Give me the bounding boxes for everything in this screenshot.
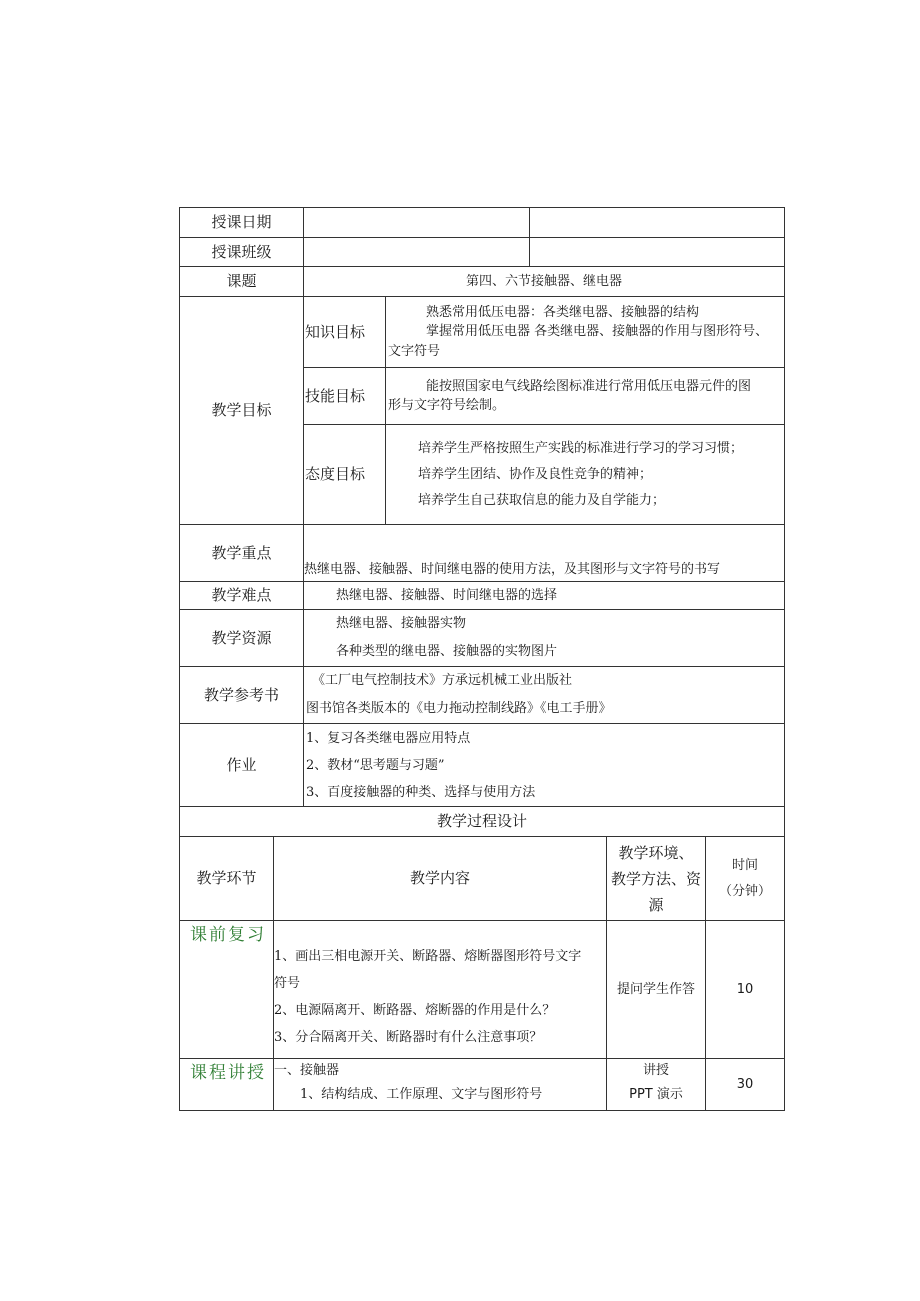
knowledge-content — [386, 297, 785, 368]
homework-label: 作业 — [180, 724, 304, 807]
knowledge-line-3: 文字符号 — [388, 343, 441, 359]
key-points-label: 教学重点 — [180, 525, 304, 582]
review-line-4: 3、分合隔离开关、断路器时有什么注意事项？ — [274, 1029, 543, 1045]
attitude-content — [386, 425, 785, 525]
col-content-header: 教学内容 — [274, 837, 607, 921]
col-time-line-1: 时间 — [732, 857, 759, 873]
review-time: 10 — [706, 921, 785, 1059]
stage-lecture — [180, 1059, 274, 1111]
objectives-label: 教学目标 — [180, 297, 304, 525]
homework-content — [304, 724, 785, 807]
date-label: 授课日期 — [180, 208, 304, 238]
process-table — [179, 806, 785, 1111]
key-points-value: 热继电器、接触器、时间继电器的使用方法，及其图形与文字符号的书写 — [304, 525, 785, 582]
attitude-line-2: 培养学生团结、协作及良性竞争的精神； — [418, 466, 653, 482]
review-line-1: 1、画出三相电源开关、断路器、熔断器图形符号文字 — [274, 948, 582, 964]
homework-line-1: 1、复习各类继电器应用特点 — [306, 730, 471, 746]
lecture-method-line-1: 讲授 — [642, 1063, 669, 1078]
class-label: 授课班级 — [180, 238, 304, 267]
col-method-line-2: 教学方法、资 — [610, 869, 701, 888]
attitude-line-3: 培养学生自己获取信息的能力及自学能力； — [418, 492, 666, 508]
skill-content — [386, 368, 785, 425]
attitude-line-1: 培养学生严格按照生产实践的标准进行学习的学习习惯； — [418, 440, 744, 456]
lesson-plan — [179, 207, 784, 1111]
header-table — [179, 207, 785, 297]
class-cell-2 — [530, 238, 785, 267]
stage-review — [180, 921, 274, 1059]
difficulties-value: 热继电器、接触器、时间继电器的选择 — [304, 582, 785, 610]
stage-review-label: 课前复习 — [190, 925, 266, 945]
homework-line-3: 3、百度接触器的种类、选择与使用方法 — [306, 784, 536, 800]
resources-line-2: 各种类型的继电器、接触器的实物图片 — [336, 644, 558, 659]
topic-value: 第四、六节接触器、继电器 — [304, 267, 785, 297]
homework-line-2: 2、教材“思考题与习题” — [306, 757, 445, 773]
objectives-table — [179, 296, 785, 525]
date-cell-2 — [530, 208, 785, 238]
col-time-header — [706, 837, 785, 921]
date-cell-1 — [304, 208, 530, 238]
skill-line-1: 能按照国家电气线路绘图标准进行常用低压电器元件的图 — [426, 378, 752, 394]
review-method-line-1: 提问学生作答 — [616, 981, 695, 997]
lecture-line-1: 一、接触器 — [274, 1063, 340, 1078]
lecture-line-2: 1、结构结成、工作原理、文字与图形符号 — [300, 1087, 543, 1102]
col-time-line-2: （分钟） — [719, 883, 772, 899]
skill-label: 技能目标 — [304, 368, 386, 425]
knowledge-label: 知识目标 — [304, 297, 386, 368]
lecture-method — [607, 1059, 706, 1111]
references-label: 教学参考书 — [180, 667, 304, 724]
stage-lecture-label: 课程讲授 — [190, 1063, 266, 1083]
lecture-method-line-2: PPT 演示 — [629, 1087, 683, 1102]
col-method-line-1: 教学环境、 — [618, 843, 694, 862]
references-line-1: 《工厂电气控制技术》方承远机械工业出版社 — [312, 673, 573, 688]
process-title: 教学过程设计 — [180, 807, 785, 837]
skill-line-2: 形与文字符号绘制。 — [388, 398, 506, 413]
knowledge-line-1: 熟悉常用低压电器：各类继电器、接触器的结构 — [426, 304, 700, 320]
attitude-label: 态度目标 — [304, 425, 386, 525]
col-method-header — [607, 837, 706, 921]
topic-label: 课题 — [180, 267, 304, 297]
review-line-3: 2、电源隔离开、断路器、熔断器的作用是什么？ — [274, 1002, 556, 1018]
difficulties-label: 教学难点 — [180, 582, 304, 610]
resources-line-1: 热继电器、接触器实物 — [336, 616, 467, 631]
references-line-2: 图书馆各类版本的《电力拖动控制线路》《电工手册》 — [306, 701, 612, 716]
lecture-content — [274, 1059, 607, 1111]
col-stage-header: 教学环节 — [180, 837, 274, 921]
knowledge-line-2: 掌握常用低压电器 各类继电器、接触器的作用与图形符号、 — [426, 324, 769, 340]
resources-label: 教学资源 — [180, 610, 304, 667]
review-content — [274, 921, 607, 1059]
review-method — [607, 921, 706, 1059]
class-cell-1 — [304, 238, 530, 267]
references-content — [304, 667, 785, 724]
col-method-line-3: 源 — [648, 895, 664, 914]
review-line-2: 符号 — [274, 975, 301, 991]
resources-content — [304, 610, 785, 667]
details-table — [179, 524, 785, 807]
lecture-time: 30 — [706, 1059, 785, 1111]
